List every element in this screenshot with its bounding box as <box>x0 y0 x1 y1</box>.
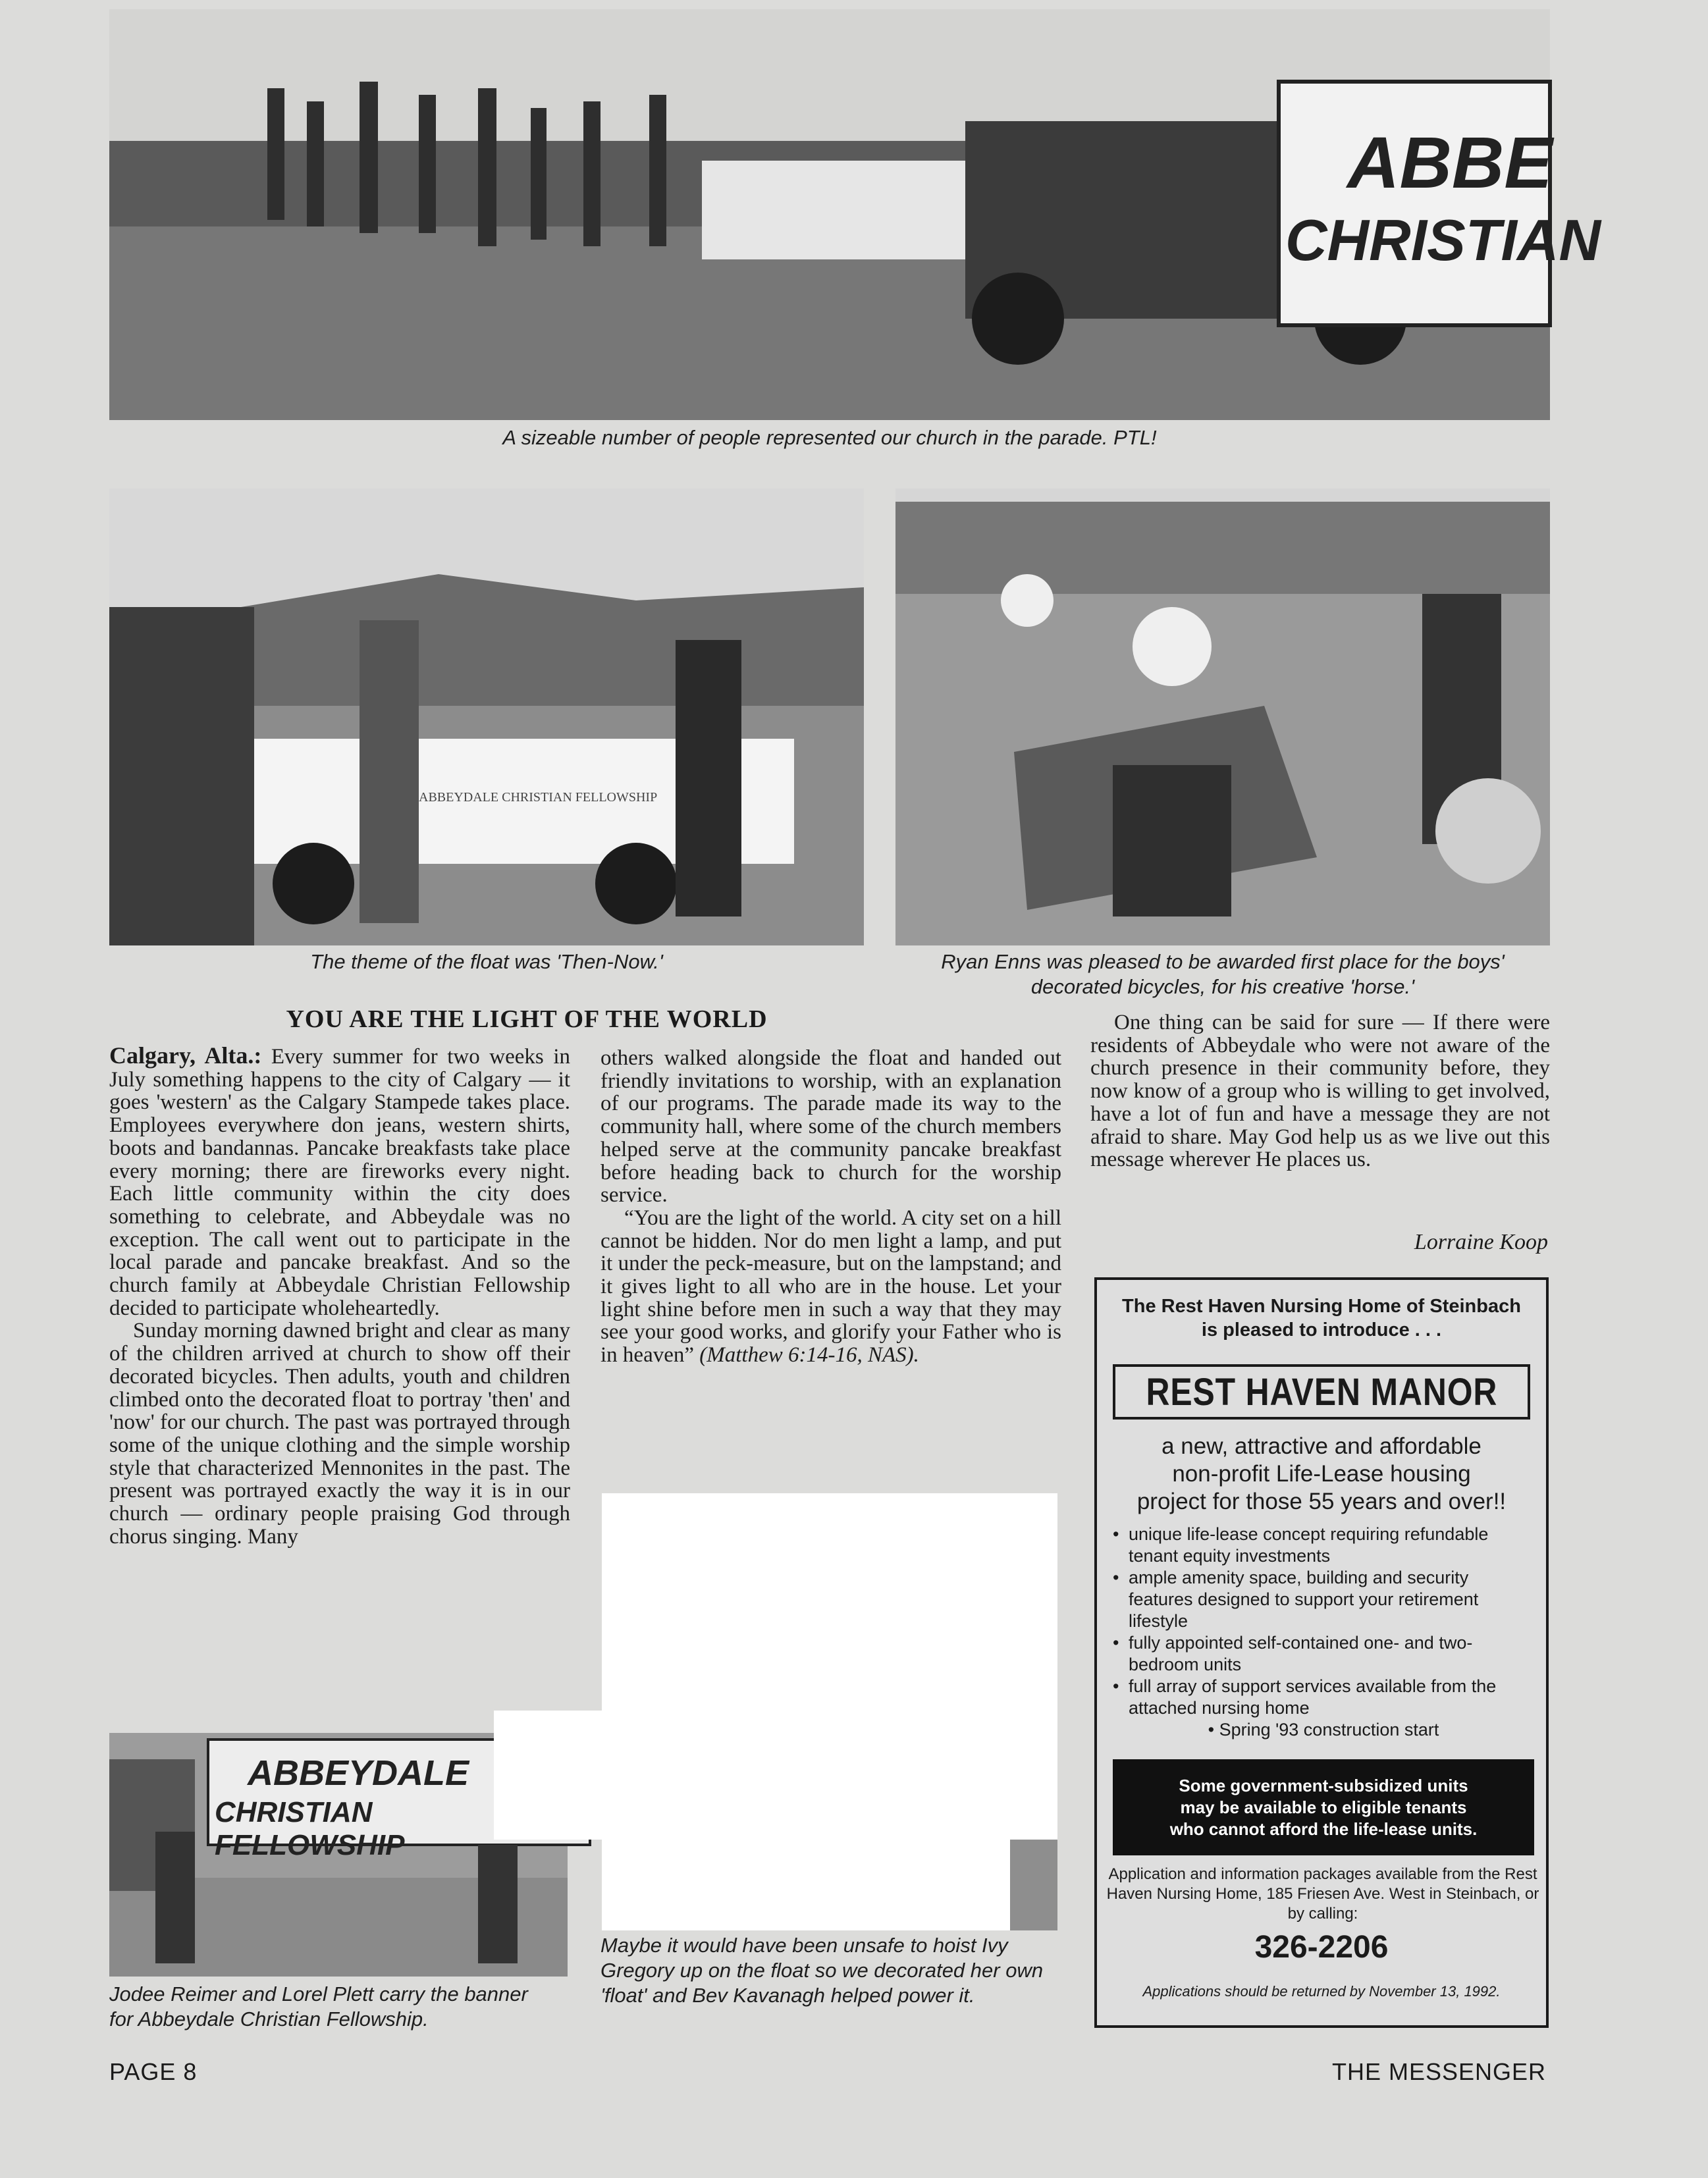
article-column-1 <box>109 1044 570 1548</box>
parade-crowd-photo <box>109 9 1601 420</box>
ad-intro <box>1097 1294 1546 1342</box>
article-col1-p1-text: Every summer for two weeks in July something happens to the city of Calgary — it goes 'western' as the Calgary Stampede takes place. Employees everywhere don jeans, western shirts, boots and bandannas. Pancake breakfasts take place every morning; there are fireworks every night. Each little community within the city does something to celebrate, and Abbeydale was no exception. The call went out to participate in the local parade and pancake breakfast. And so the church family at Abbeydale Christian Fellowship decided to participate wholeheartedly. <box>109 1045 570 1320</box>
ad-name-box <box>1113 1364 1530 1420</box>
float-banner-text: ABBEYDALE CHRISTIAN FELLOWSHIP <box>419 790 658 805</box>
banner-text-line1: ABBEYDALE <box>248 1753 469 1793</box>
top-photo-caption: A sizeable number of people represented our church in the parade. PTL! <box>502 426 1157 449</box>
article-col1-paragraph-2: Sunday morning dawned bright and clear as many of the children arrived at church to show off their decorated bicycles. Then adults, youth and children climbed onto the decorated float to portray 'then' and 'now' for our church. The past was portrayed through some of the unique clothing and the simple worship style that characterized Mennonites in the past. The present was portrayed exactly the way it is in our church — ordinary people praising God through chorus singing. Many <box>109 1319 570 1549</box>
rest-haven-manor-ad <box>1094 1277 1549 2028</box>
page-number: PAGE 8 <box>109 2058 198 2085</box>
article-col2-paragraph-1: others walked alongside the float and handed out friendly invitations to worship, with an explanation of our programs. The parade made its way to the community hall, where some of the church members helped serve at the community pancake breakfast before heading back to church for the worship service. <box>600 1046 1061 1208</box>
ad-tagline-line1: a new, attractive and affordable <box>1161 1433 1481 1459</box>
banner-text-line2: CHRISTIAN FELLOWSHIP <box>215 1796 405 1861</box>
bicycle-photo-caption: Ryan Enns was pleased to be awarded first place for the boys' decorated bicycles, for his creative 'horse.' <box>941 950 1505 998</box>
ad-application-info: Application and information packages available from the Rest Haven Nursing Home, 185 Friesen Ave. West in Steinbach, or by calling: <box>1106 1865 1539 1923</box>
article-headline: YOU ARE THE LIGHT OF THE WORLD <box>286 1005 768 1033</box>
ad-tagline-line3: project for those 55 years and over!! <box>1136 1489 1507 1514</box>
bicycle-horse-photo <box>895 489 1550 945</box>
article-dateline: Calgary, Alta.: <box>109 1042 262 1069</box>
ad-construction-line: • Spring '93 construction start <box>1208 1720 1439 1740</box>
publication-name: THE MESSENGER <box>1331 2058 1546 2085</box>
bullet-icon: • <box>1113 1676 1119 1696</box>
article-col2-paragraph-2 <box>600 1207 1061 1367</box>
ad-tagline <box>1097 1433 1546 1516</box>
banner-carriers-caption: Jodee Reimer and Lorel Plett carry the banner for Abbeydale Christian Fellowship. <box>109 1982 528 2031</box>
redacted-area-left <box>494 1711 607 1840</box>
ad-intro-line2: is pleased to introduce . . . <box>1201 1319 1442 1341</box>
wheelchair-float-caption: Maybe it would have been unsafe to hoist Ivy Gregory up on the float so we decorated her own 'float' and Bev Kavanagh helped power it. <box>600 1934 1044 2007</box>
article-author: Lorraine Koop <box>1414 1230 1548 1254</box>
redacted-area-bottom <box>602 1840 1010 1930</box>
scripture-reference: (Matthew 6:14-16, NAS). <box>699 1343 919 1368</box>
article-col3-paragraph-1: One thing can be said for sure — If there were residents of Abbeydale who were not aware of the church presence in their community before, they now know of a group who is willing to get involved, have a lot of fun and have a message they are not afraid to share. May God help us as we live out this message wherever He places us. <box>1090 1011 1550 1172</box>
ad-deadline: Applications should be returned by November 13, 1992. <box>1142 1983 1501 2000</box>
ad-subsidy-notice <box>1113 1759 1534 1855</box>
scripture-quote: “You are the light of the world. A city set on a hill cannot be hidden. Nor do men light a lamp, and put it under the peck-measure, but on the lampstand; and it gives light to all who are in the house. Let your light shine before men in such a way that they may see your good works, and glorify your Father who is in heaven” <box>600 1206 1061 1368</box>
list-item: • fully appointed self-contained one- and two-bedroom units <box>1113 1633 1473 1674</box>
redacted-area-main <box>602 1493 1057 1840</box>
ad-name: REST HAVEN MANOR <box>1146 1370 1497 1414</box>
parade-sign-text-line1: ABBE <box>1347 122 1553 203</box>
list-item: • full array of support services available from the attached nursing home <box>1113 1676 1497 1718</box>
ad-notice-line3: who cannot afford the life-lease units. <box>1169 1819 1478 1839</box>
ad-tagline-line2: non-profit Life-Lease housing <box>1172 1461 1471 1487</box>
bullet-icon: • <box>1113 1568 1119 1587</box>
float-photo-caption: The theme of the float was 'Then-Now.' <box>310 950 663 973</box>
list-item: • ample amenity space, building and security features designed to support your retirement lifestyle <box>1113 1568 1479 1631</box>
article-col1-paragraph-1 <box>109 1044 570 1319</box>
ad-feature-list <box>1113 1524 1534 1741</box>
bullet-icon: • <box>1113 1524 1119 1544</box>
ad-intro-line1: The Rest Haven Nursing Home of Steinbach <box>1122 1296 1521 1317</box>
list-item: • unique life-lease concept requiring refundable tenant equity investments <box>1113 1524 1489 1566</box>
ad-phone-number: 326-2206 <box>1254 1930 1389 1965</box>
ad-notice-line1: Some government-subsidized units <box>1179 1775 1468 1795</box>
article-column-3 <box>1090 1011 1550 1171</box>
article-column-2 <box>600 1047 1061 1367</box>
parade-sign-text-line2: CHRISTIAN <box>1285 207 1601 273</box>
ad-notice-line2: may be available to eligible tenants <box>1180 1797 1467 1817</box>
bullet-icon: • <box>1113 1633 1119 1653</box>
float-photo <box>109 489 864 945</box>
